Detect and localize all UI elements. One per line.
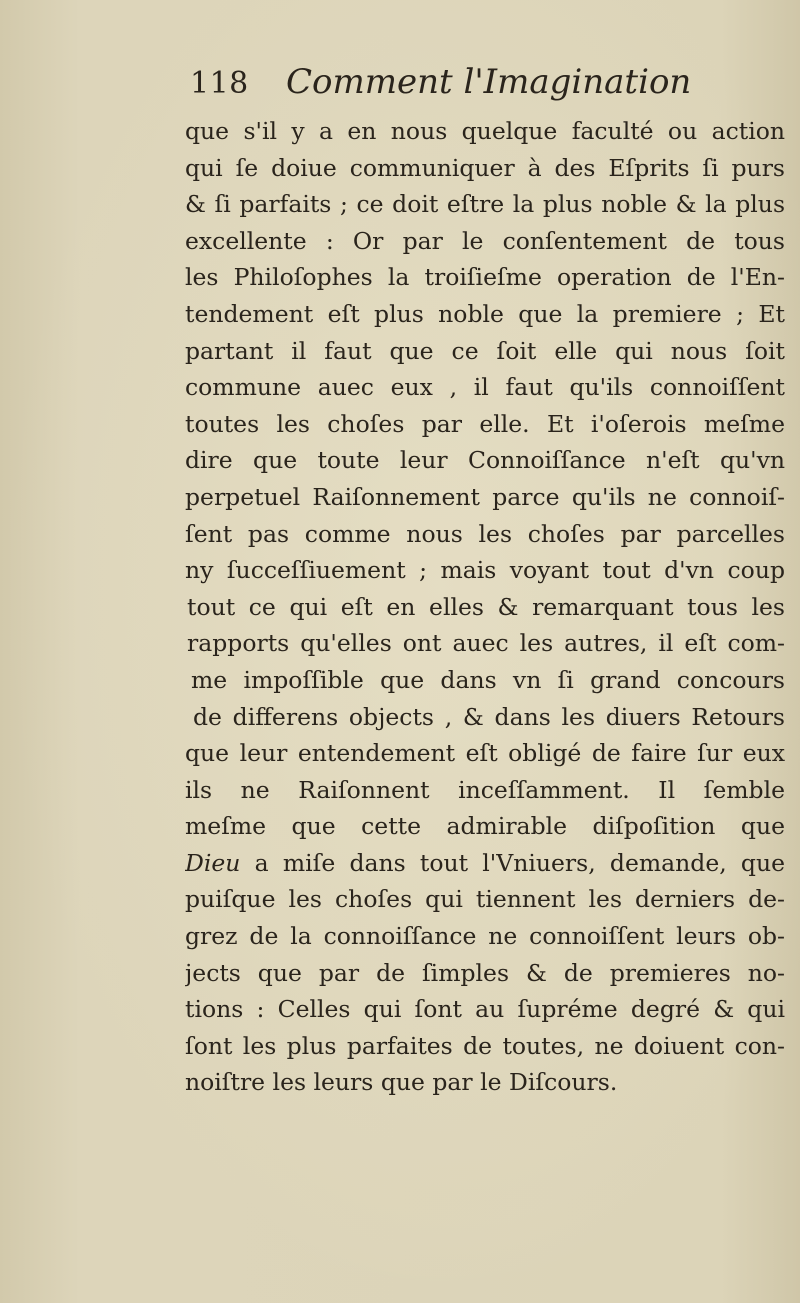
text-line: Dieu a miſe dans tout l'Vniuers, demande, que bbox=[185, 848, 785, 877]
text-line: grez de la connoiſſance ne connoiſſent leurs ob- bbox=[185, 922, 785, 951]
page-number: 118 bbox=[190, 66, 249, 101]
text-line: & ſi parfaits ; ce doit eſtre la plus noble & la plus bbox=[185, 190, 785, 219]
text-line: commune auec eux , il faut qu'ils connoiſſent bbox=[185, 373, 785, 402]
text-line: tendement eſt plus noble que la premiere ; Et bbox=[185, 299, 785, 328]
text-line: rapports qu'elles ont auec les autres, il eſt com- bbox=[187, 629, 785, 658]
text-line: jects que par de ſimples & de premieres no- bbox=[185, 958, 785, 987]
text-line: me impoſſible que dans vn ſi grand concours bbox=[191, 665, 785, 694]
page-header bbox=[190, 62, 790, 110]
text-line: meſme que cette admirable diſpoſition que bbox=[185, 812, 785, 841]
text-line: partant il faut que ce ſoit elle qui nous ſoit bbox=[185, 336, 785, 365]
text-line: excellente : Or par le conſentement de tous bbox=[185, 226, 785, 255]
body-text bbox=[185, 113, 785, 1101]
text-line: tout ce qui eſt en elles & remarquant tous les bbox=[187, 592, 785, 621]
text-line: ils ne Raiſonnent inceſſamment. Il ſemble bbox=[185, 775, 785, 804]
text-line: tions : Celles qui ſont au ſupréme degré & qui bbox=[185, 995, 785, 1024]
text-line: puiſque les choſes qui tiennent les derniers de- bbox=[185, 885, 785, 914]
text-line: perpetuel Raiſonnement parce qu'ils ne connoiſ- bbox=[185, 482, 785, 511]
text-line: noiſtre les leurs que par le Diſcours. bbox=[185, 1068, 618, 1097]
text-line: que leur entendement eſt obligé de faire ſur eux bbox=[185, 739, 785, 768]
text-line: ny ſucceſſiuement ; mais voyant tout d'vn coup bbox=[185, 556, 785, 585]
text-line: ſent pas comme nous les choſes par parcelles bbox=[185, 519, 785, 548]
text-line: ſont les plus parfaites de toutes, ne doiuent con- bbox=[185, 1031, 785, 1060]
text-line: dire que toute leur Connoiſſance n'eſt qu'vn bbox=[185, 446, 785, 475]
text-line: de differens objects , & dans les diuers Retours bbox=[193, 702, 785, 731]
running-head: Comment l'Imagination bbox=[286, 62, 692, 102]
text-line: que s'il y a en nous quelque faculté ou action bbox=[185, 117, 785, 145]
text-line: qui ſe doiue communiquer à des Eſprits ſi purs bbox=[185, 153, 785, 182]
text-line: toutes les choſes par elle. Et i'oſerois meſme bbox=[185, 409, 785, 438]
text-line: les Philoſophes la troiſieſme operation de l'En- bbox=[185, 263, 785, 292]
